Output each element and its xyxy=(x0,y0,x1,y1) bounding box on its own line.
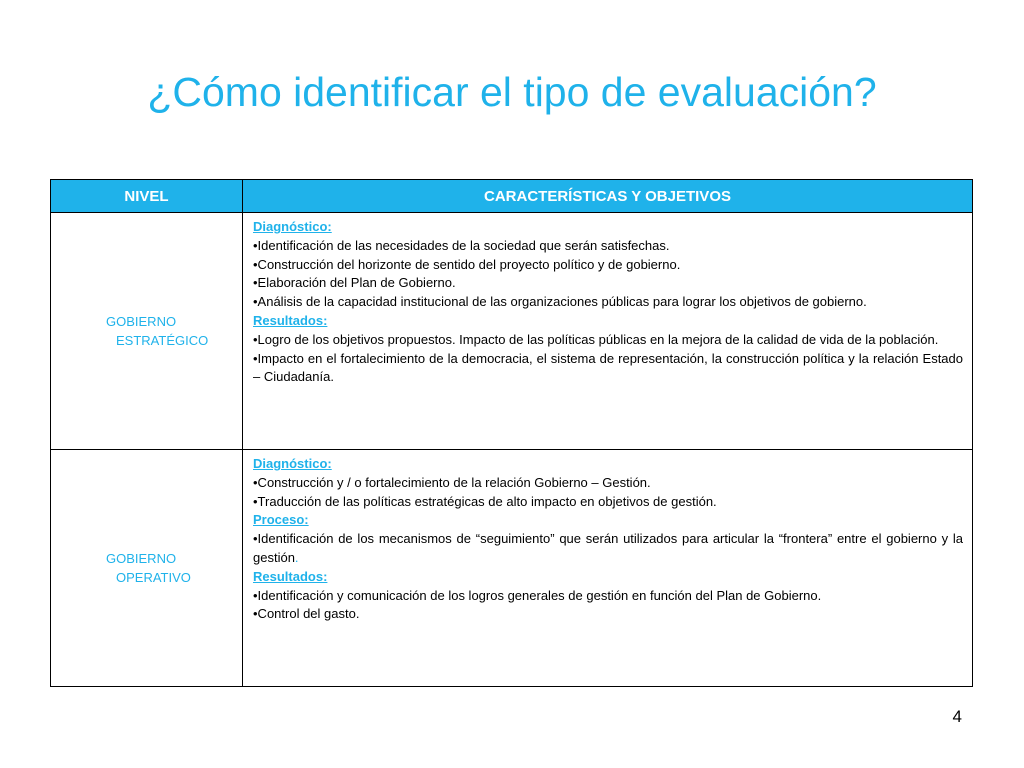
list-item: •Construcción y / o fortalecimiento de la relación Gobierno – Gestión. xyxy=(253,474,651,490)
level-label-line1: GOBIERNO xyxy=(106,314,177,329)
table-row xyxy=(51,450,973,687)
header-caracteristicas: CARACTERÍSTICAS Y OBJETIVOS xyxy=(243,180,973,213)
list-item: •Traducción de las políticas estratégicas de alto impacto en objetivos de gestión. xyxy=(253,493,717,509)
level-label-line2: OPERATIVO xyxy=(116,570,191,585)
section-heading-proceso: Proceso: xyxy=(253,512,309,528)
accent-period: . xyxy=(294,549,299,565)
section-heading-resultados: Resultados: xyxy=(253,568,328,584)
list-item: •Análisis de la capacidad institucional de las organizaciones públicas para lograr los objetivos de gobierno. xyxy=(253,294,867,310)
list-item: •Construcción del horizonte de sentido del proyecto político y de gobierno. xyxy=(253,256,681,272)
list-item-text: •Identificación de los mecanismos de “seguimiento” que serán utilizados para articular la “frontera” entre el gobierno y la gestión xyxy=(253,531,963,565)
level-label-line1: GOBIERNO xyxy=(106,551,177,566)
list-item: •Elaboración del Plan de Gobierno. xyxy=(253,275,456,291)
list-item: •Logro de los objetivos propuestos. Impacto de las políticas públicas en la mejora de la calidad de vida de la población. xyxy=(253,331,939,347)
level-label-line2: ESTRATÉGICO xyxy=(116,333,209,348)
slide-title: ¿Cómo identificar el tipo de evaluación? xyxy=(147,69,877,115)
page-number: 4 xyxy=(952,707,962,726)
section-heading-diagnostico: Diagnóstico: xyxy=(253,456,332,471)
list-item: •Control del gasto. xyxy=(253,606,360,622)
header-nivel: NIVEL xyxy=(51,180,243,213)
section-heading-diagnostico: Diagnóstico: xyxy=(253,219,332,234)
table-row xyxy=(51,213,973,450)
description-cell-operativo xyxy=(243,450,973,687)
evaluation-table xyxy=(50,179,973,687)
list-item: •Identificación y comunicación de los logros generales de gestión en función del Plan de Gobierno. xyxy=(253,587,822,603)
list-item: •Identificación de las necesidades de la sociedad que serán satisfechas. xyxy=(253,237,670,253)
description-cell-estrategico xyxy=(243,213,973,450)
table-header-row xyxy=(51,180,973,213)
list-item: •Impacto en el fortalecimiento de la democracia, el sistema de representación, la construcción política y la relación Estado – Ciudadanía. xyxy=(253,350,963,385)
section-heading-resultados: Resultados: xyxy=(253,312,328,328)
list-item xyxy=(253,530,963,568)
level-cell-estrategico xyxy=(51,213,243,450)
level-cell-operativo xyxy=(51,450,243,687)
